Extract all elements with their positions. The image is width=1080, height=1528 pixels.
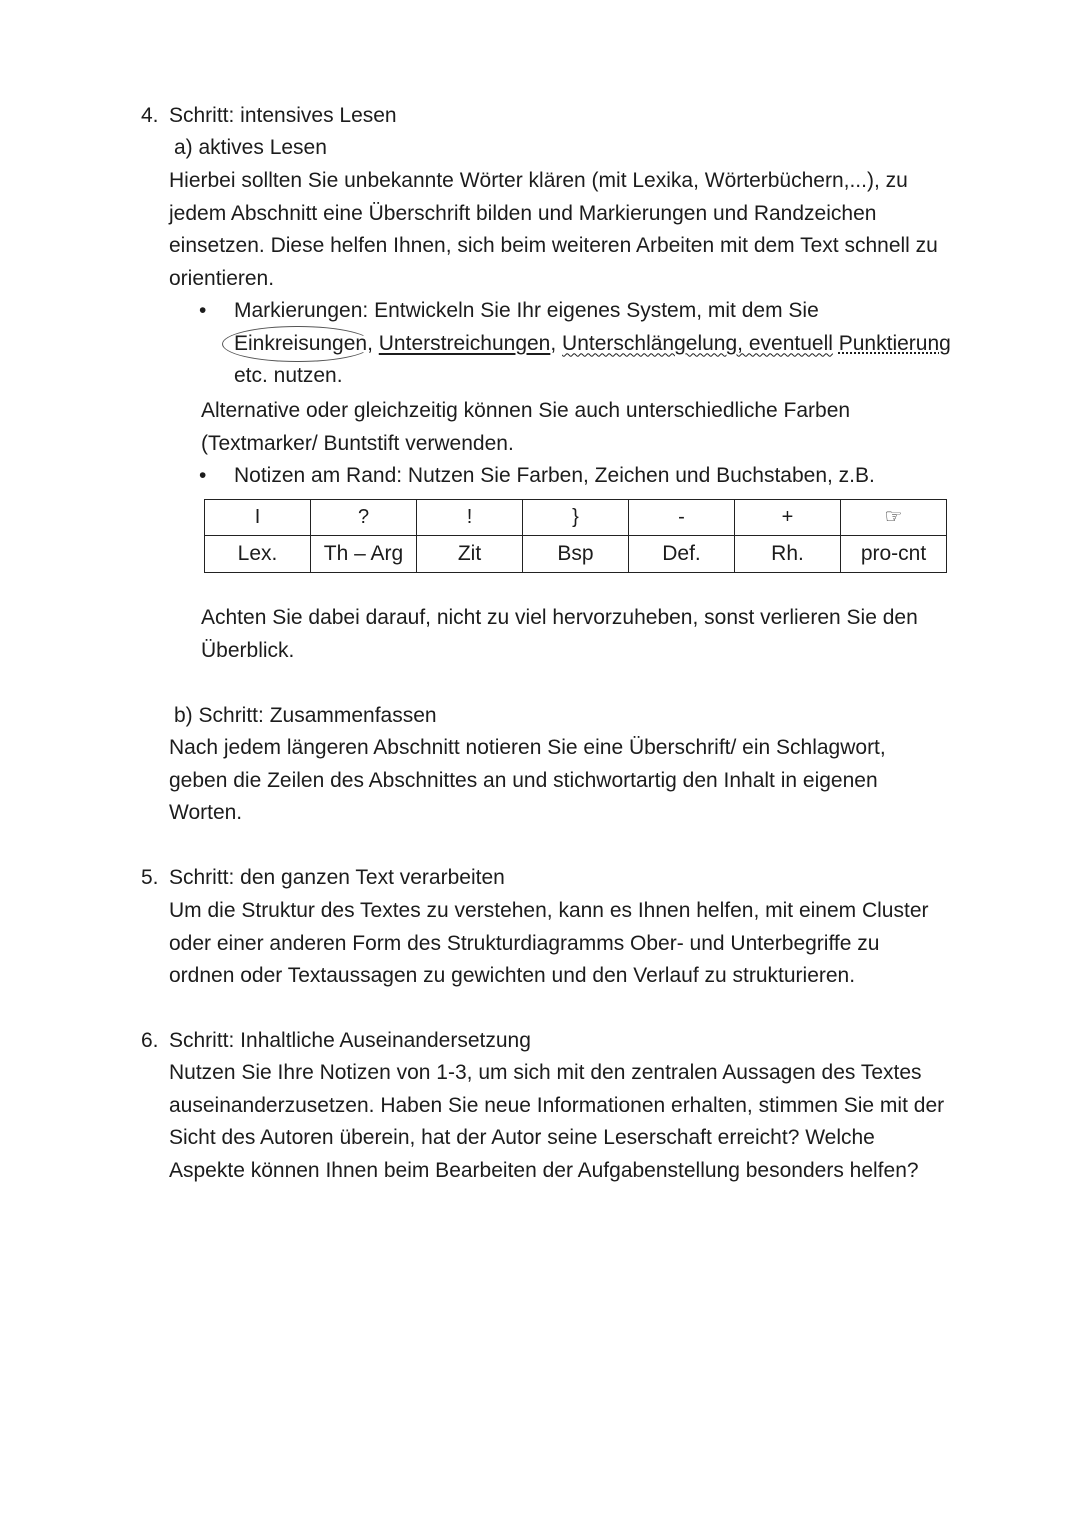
paragraph-line: ordnen oder Textaussagen zu gewichten und den Verlauf zu strukturieren. <box>169 964 856 987</box>
step5-paragraph <box>169 895 989 993</box>
step6-paragraph <box>169 1057 999 1187</box>
bullet-markierungen <box>234 295 994 393</box>
step4b-title: b) Schritt: Zusammenfassen <box>174 704 437 727</box>
circled-example: Einkreisungen <box>234 328 367 361</box>
marking-examples <box>234 328 994 361</box>
bullet-dot: • <box>199 299 207 322</box>
step6-title: Schritt: Inhaltliche Auseinandersetzung <box>169 1029 531 1052</box>
separator: , <box>367 331 379 355</box>
wavy-underline-example: Unterschlängelung, eventuell <box>562 331 833 355</box>
note-paragraph <box>201 602 981 667</box>
paragraph-line: oder einer anderen Form des Strukturdiagramms Ober- und Unterbegriffe zu <box>169 931 880 955</box>
symbol-cell: + <box>735 500 841 536</box>
bullet-line: etc. nutzen. <box>234 364 343 387</box>
paragraph-line: auseinanderzusetzen. Haben Sie neue Informationen erhalten, stimmen Sie mit der <box>169 1093 945 1117</box>
bullet-line: Markierungen: Entwickeln Sie Ihr eigenes System, mit dem Sie <box>234 299 819 322</box>
symbol-cell: ? <box>311 500 417 536</box>
bullet-dot: • <box>199 464 207 487</box>
bullet-notizen: Notizen am Rand: Nutzen Sie Farben, Zeichen und Buchstaben, z.B. <box>234 464 875 487</box>
paragraph-line: orientieren. <box>169 266 275 290</box>
paragraph-line: Achten Sie dabei darauf, nicht zu viel hervorzuheben, sonst verlieren Sie den <box>201 606 918 629</box>
paragraph-line: Nutzen Sie Ihre Notizen von 1-3, um sich mit den zentralen Aussagen des Textes <box>169 1061 922 1084</box>
paragraph-line: Worten. <box>169 801 243 824</box>
symbol-cell: ! <box>417 500 523 536</box>
paragraph-line: Alternative oder gleichzeitig können Sie auch unterschiedliche Farben <box>201 399 851 422</box>
step5-number: 5. <box>141 866 159 889</box>
label-cell: Lex. <box>205 536 311 573</box>
paragraph-line: (Textmarker/ Buntstift verwenden. <box>201 431 514 455</box>
paragraph-line: Überblick. <box>201 638 295 662</box>
paragraph-line: jedem Abschnitt eine Überschrift bilden und Markierungen und Randzeichen <box>169 201 877 225</box>
label-cell: Bsp <box>523 536 629 573</box>
symbol-cell: I <box>205 500 311 536</box>
pointing-hand-icon: ☞ <box>841 500 947 536</box>
symbol-cell: } <box>523 500 629 536</box>
label-cell: Rh. <box>735 536 841 573</box>
separator: , <box>550 331 563 355</box>
step4a-paragraph <box>169 165 989 295</box>
label-cell: Def. <box>629 536 735 573</box>
label-cell: Zit <box>417 536 523 573</box>
paragraph-line: Aspekte können Ihnen beim Bearbeiten der Aufgabenstellung besonders helfen? <box>169 1158 919 1182</box>
step5-title: Schritt: den ganzen Text verarbeiten <box>169 866 505 889</box>
alternative-paragraph <box>201 395 981 460</box>
symbol-cell: - <box>629 500 735 536</box>
step4a-title: a) aktives Lesen <box>174 136 327 159</box>
label-cell: Th – Arg <box>311 536 417 573</box>
step4b-paragraph <box>169 732 989 830</box>
dotted-underline-example: Punktierung <box>838 331 951 355</box>
paragraph-line: Nach jedem längeren Abschnitt notieren Sie eine Überschrift/ ein Schlagwort, <box>169 736 886 759</box>
labels-row <box>205 536 947 573</box>
label-cell: pro-cnt <box>841 536 947 573</box>
step4-title: Schritt: intensives Lesen <box>169 104 397 127</box>
step4-number: 4. <box>141 104 159 127</box>
paragraph-line: geben die Zeilen des Abschnittes an und stichwortartig den Inhalt in eigenen <box>169 768 878 792</box>
paragraph-line: Hierbei sollten Sie unbekannte Wörter klären (mit Lexika, Wörterbüchern,...), zu <box>169 169 908 192</box>
step6-number: 6. <box>141 1029 159 1052</box>
paragraph-line: Um die Struktur des Textes zu verstehen, kann es Ihnen helfen, mit einem Cluster <box>169 899 929 922</box>
paragraph-line: einsetzen. Diese helfen Ihnen, sich beim weiteren Arbeiten mit dem Text schnell zu <box>169 234 938 257</box>
underline-example: Unterstreichungen <box>378 331 551 355</box>
paragraph-line: Sicht des Autoren überein, hat der Autor seine Leserschaft erreicht? Welche <box>169 1126 875 1149</box>
symbols-row <box>205 500 947 536</box>
margin-symbols-table <box>204 499 947 573</box>
